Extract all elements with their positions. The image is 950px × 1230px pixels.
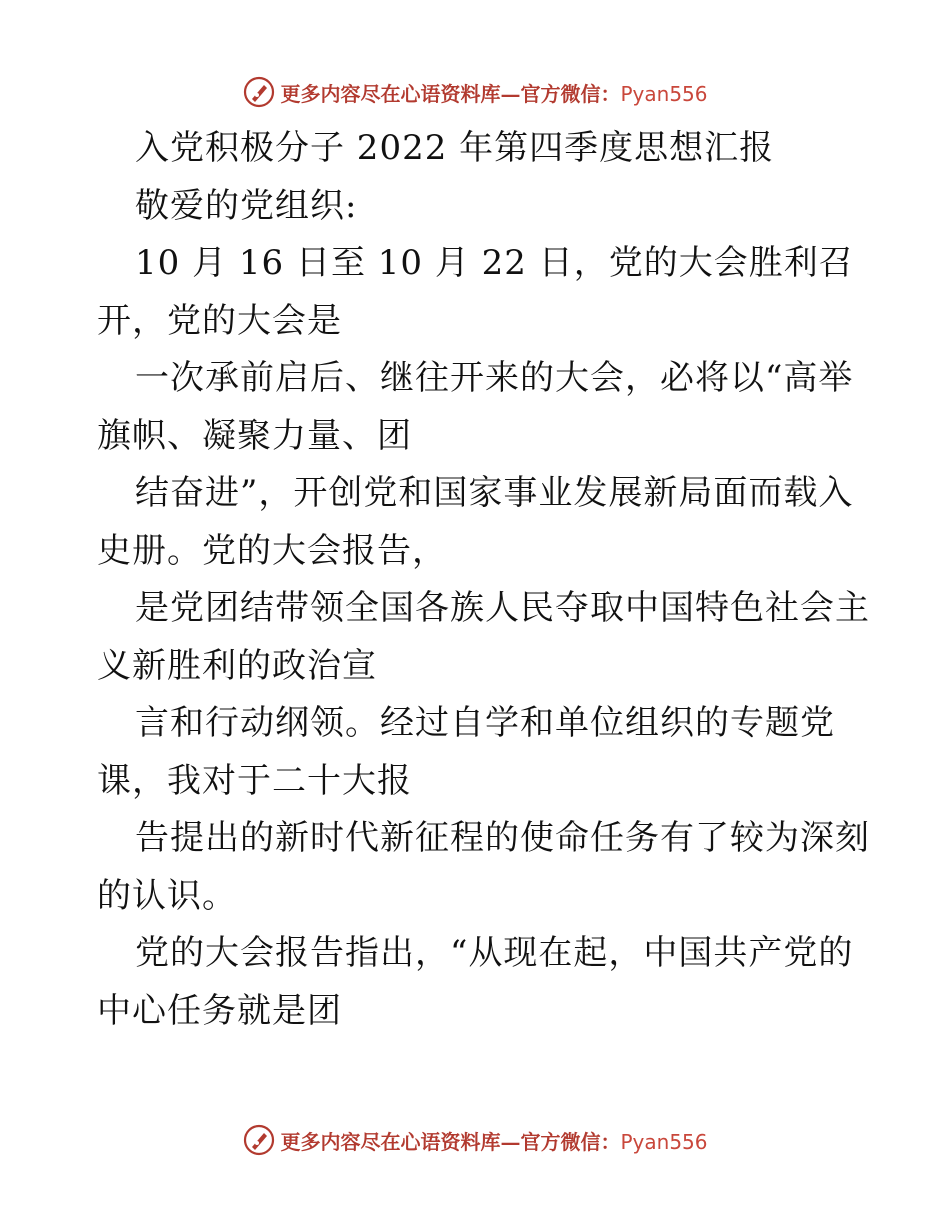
text-line: 结奋进”，开创党和国家事业发展新局面而载入: [135, 473, 854, 513]
pen-nib-logo-icon: [242, 1123, 276, 1157]
text-line: 开，党的大会是: [97, 300, 342, 341]
text-line: 课，我对于二十大报: [97, 760, 412, 801]
watermark-text: 更多内容尽在心语资料库—官方微信：Pyan556: [280, 1129, 708, 1154]
text-line: 告提出的新时代新征程的使命任务有了较为深刻: [135, 818, 870, 858]
text-line: 10 月 16 日至 10 月 22 日，党的大会胜利召: [135, 243, 854, 283]
footer-watermark: [0, 1120, 950, 1160]
text-line: 党的大会报告指出，“从现在起，中国共产党的: [135, 933, 854, 973]
text-line: 义新胜利的政治宣: [97, 645, 377, 686]
watermark-text: 更多内容尽在心语资料库—官方微信：Pyan556: [280, 81, 708, 106]
document-body: [97, 120, 870, 1040]
text-line: 史册。党的大会报告，: [97, 530, 447, 571]
text-line: 旗帜、凝聚力量、团: [97, 415, 412, 456]
header-watermark: [0, 72, 950, 112]
wechat-id: Pyan556: [620, 81, 708, 106]
text-line: 敬爱的党组织:: [135, 185, 358, 226]
text-line: 入党积极分子 2022 年第四季度思想汇报: [135, 128, 775, 168]
text-line: 的认识。: [97, 875, 237, 916]
text-line: 一次承前启后、继往开来的大会，必将以“高举: [135, 358, 854, 398]
text-line: 中心任务就是团: [97, 990, 342, 1031]
text-line: 言和行动纲领。经过自学和单位组织的专题党: [135, 703, 835, 743]
pen-nib-logo-icon: [242, 75, 276, 109]
text-line: 是党团结带领全国各族人民夺取中国特色社会主: [135, 588, 870, 628]
wechat-id: Pyan556: [620, 1129, 708, 1154]
